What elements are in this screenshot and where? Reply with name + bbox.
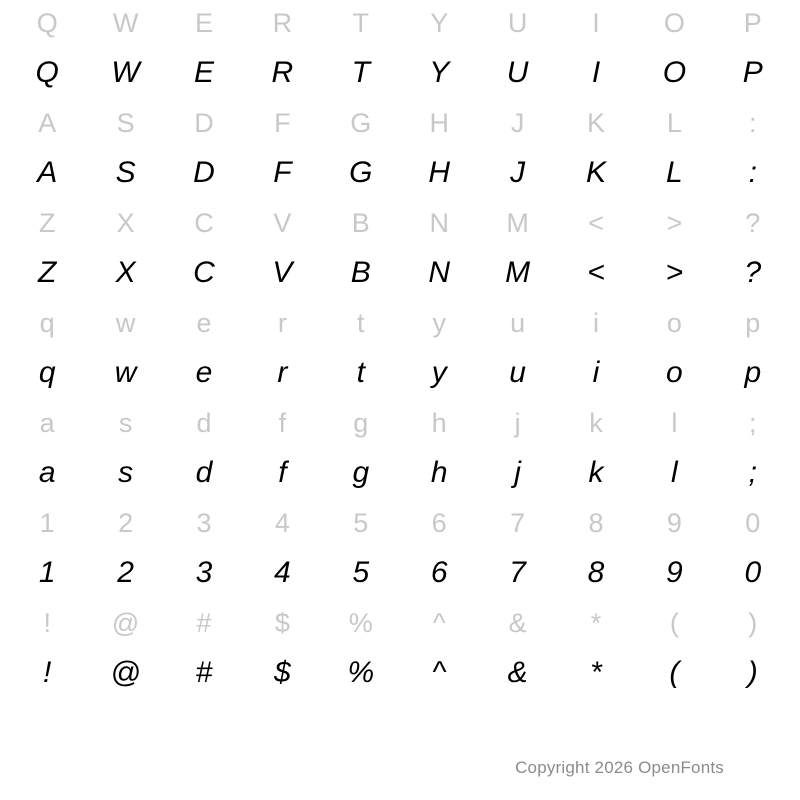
sample-glyph: H (428, 156, 451, 189)
reference-glyph: ( (669, 607, 679, 638)
sample-glyph: j (514, 456, 521, 489)
sample-glyph: d (195, 456, 213, 489)
sample-glyph: E (193, 56, 214, 89)
sample-glyph: r (277, 356, 288, 389)
reference-glyph: r (277, 307, 287, 338)
sample-glyph: I (591, 56, 601, 89)
sample-glyph: % (347, 656, 375, 689)
reference-glyph: ? (745, 207, 761, 238)
reference-glyph: Z (38, 207, 56, 238)
reference-glyph: ! (43, 607, 51, 638)
sample-glyph: 2 (117, 556, 134, 589)
reference-glyph: 2 (118, 507, 134, 538)
sample-glyph: L (666, 156, 683, 189)
sample-glyph: # (195, 656, 213, 689)
reference-glyph: q (39, 307, 55, 338)
sample-glyph: ; (748, 456, 757, 489)
reference-glyph: i (592, 307, 599, 338)
reference-glyph: H (429, 107, 449, 138)
sample-glyph: Y (429, 56, 450, 89)
sample-glyph: G (349, 156, 373, 189)
reference-glyph: 7 (510, 507, 526, 538)
reference-glyph: ; (749, 407, 757, 438)
reference-glyph: ^ (432, 607, 446, 638)
sample-glyph: R (271, 56, 294, 89)
reference-glyph: Y (430, 7, 449, 38)
reference-glyph: C (194, 207, 214, 238)
sample-glyph: A (37, 156, 58, 189)
sample-glyph: 3 (195, 556, 213, 589)
sample-glyph: B (350, 256, 371, 289)
reference-glyph: o (666, 307, 682, 338)
reference-glyph: P (743, 7, 762, 38)
reference-glyph: S (116, 107, 135, 138)
sample-glyph: f (278, 456, 287, 489)
reference-glyph: E (194, 7, 213, 38)
reference-glyph: d (196, 407, 212, 438)
sample-glyph: l (671, 456, 678, 489)
reference-glyph: s (118, 407, 133, 438)
sample-glyph: o (666, 356, 683, 389)
reference-glyph: 4 (274, 507, 290, 538)
sample-glyph: ? (744, 256, 762, 289)
reference-glyph: R (272, 7, 293, 38)
reference-glyph: < (588, 207, 604, 238)
reference-glyph: J (510, 107, 525, 138)
sample-glyph: M (505, 256, 531, 289)
sample-glyph: 7 (509, 556, 526, 589)
sample-glyph: J (510, 156, 526, 189)
reference-glyph: * (590, 607, 602, 638)
sample-glyph: y (431, 356, 447, 389)
sample-glyph: T (351, 56, 370, 89)
sample-glyph: F (273, 156, 292, 189)
sample-glyph: V (272, 256, 293, 289)
reference-glyph: @ (111, 607, 140, 638)
sample-glyph: 4 (274, 556, 291, 589)
reference-glyph: 8 (588, 507, 604, 538)
reference-glyph: l (671, 407, 678, 438)
reference-glyph: V (273, 207, 292, 238)
reference-glyph: & (508, 607, 527, 638)
sample-glyph: & (507, 656, 528, 689)
reference-glyph: w (115, 307, 136, 338)
sample-glyph: N (428, 256, 451, 289)
sample-glyph: i (592, 356, 600, 389)
sample-glyph: 1 (38, 556, 56, 589)
reference-glyph: X (116, 207, 135, 238)
reference-glyph: I (592, 7, 600, 38)
reference-glyph: O (663, 7, 685, 38)
sample-glyph: Q (35, 56, 59, 89)
sample-glyph: < (587, 256, 605, 289)
reference-glyph: p (745, 307, 761, 338)
reference-glyph: $ (274, 607, 290, 638)
reference-glyph: f (278, 407, 287, 438)
sample-glyph: : (748, 156, 757, 189)
sample-glyph: t (356, 356, 365, 389)
sample-glyph: 8 (587, 556, 605, 589)
reference-glyph: A (38, 107, 57, 138)
sample-glyph: D (193, 156, 215, 189)
reference-glyph: 0 (745, 507, 761, 538)
reference-glyph: B (351, 207, 370, 238)
reference-glyph: F (274, 107, 291, 138)
reference-glyph: N (429, 207, 449, 238)
sample-glyph: a (38, 456, 56, 489)
sample-glyph: O (662, 56, 687, 89)
reference-glyph: L (666, 107, 682, 138)
sample-glyph: k (588, 456, 604, 489)
sample-glyph: u (509, 356, 526, 389)
sample-glyph: C (193, 256, 215, 289)
sample-glyph: X (115, 256, 136, 289)
copyright-notice: Copyright 2026 OpenFonts (515, 758, 724, 777)
reference-glyph: y (432, 307, 446, 338)
sample-glyph: 0 (744, 556, 762, 589)
sample-glyph: ^ (432, 656, 447, 689)
sample-glyph: p (744, 356, 762, 389)
sample-glyph: 9 (666, 556, 683, 589)
reference-glyph: 5 (353, 507, 369, 538)
reference-glyph: k (589, 407, 603, 438)
reference-glyph: G (350, 107, 372, 138)
reference-glyph: W (112, 7, 139, 38)
sample-glyph: g (352, 456, 370, 489)
reference-glyph: # (196, 607, 212, 638)
reference-glyph: T (352, 7, 370, 38)
reference-glyph: M (506, 207, 529, 238)
reference-glyph: u (510, 307, 526, 338)
reference-glyph: g (353, 407, 369, 438)
reference-glyph: : (749, 107, 757, 138)
reference-glyph: 9 (666, 507, 682, 538)
sample-glyph: 5 (352, 556, 370, 589)
sample-glyph: @ (110, 656, 141, 689)
sample-glyph: s (118, 456, 134, 489)
reference-glyph: ) (748, 607, 758, 638)
sample-glyph: 6 (430, 556, 448, 589)
reference-glyph: e (196, 307, 212, 338)
reference-glyph: 1 (39, 507, 55, 538)
sample-glyph: h (430, 456, 448, 489)
reference-glyph: U (507, 7, 528, 38)
reference-glyph: j (514, 407, 521, 438)
sample-glyph: * (590, 656, 602, 689)
reference-glyph: K (586, 107, 605, 138)
reference-glyph: D (194, 107, 214, 138)
reference-glyph: h (431, 407, 447, 438)
sample-glyph: ! (43, 656, 52, 689)
sample-glyph: q (38, 356, 56, 389)
sample-glyph: ) (747, 656, 758, 689)
reference-glyph: 6 (431, 507, 447, 538)
reference-glyph: > (666, 207, 683, 238)
sample-glyph: e (195, 356, 213, 389)
sample-glyph: S (115, 156, 136, 189)
reference-glyph: t (357, 307, 365, 338)
reference-glyph: a (39, 407, 55, 438)
sample-glyph: U (506, 56, 529, 89)
sample-glyph: K (585, 156, 606, 189)
sample-glyph: w (114, 356, 137, 389)
sample-glyph: Z (38, 256, 57, 289)
reference-glyph: % (348, 607, 373, 638)
reference-glyph: 3 (196, 507, 212, 538)
reference-glyph: Q (36, 7, 58, 38)
sample-glyph: ( (669, 656, 680, 689)
sample-glyph: W (111, 56, 140, 89)
sample-glyph: $ (274, 656, 291, 689)
sample-glyph: > (665, 256, 684, 289)
sample-glyph: P (742, 56, 763, 89)
